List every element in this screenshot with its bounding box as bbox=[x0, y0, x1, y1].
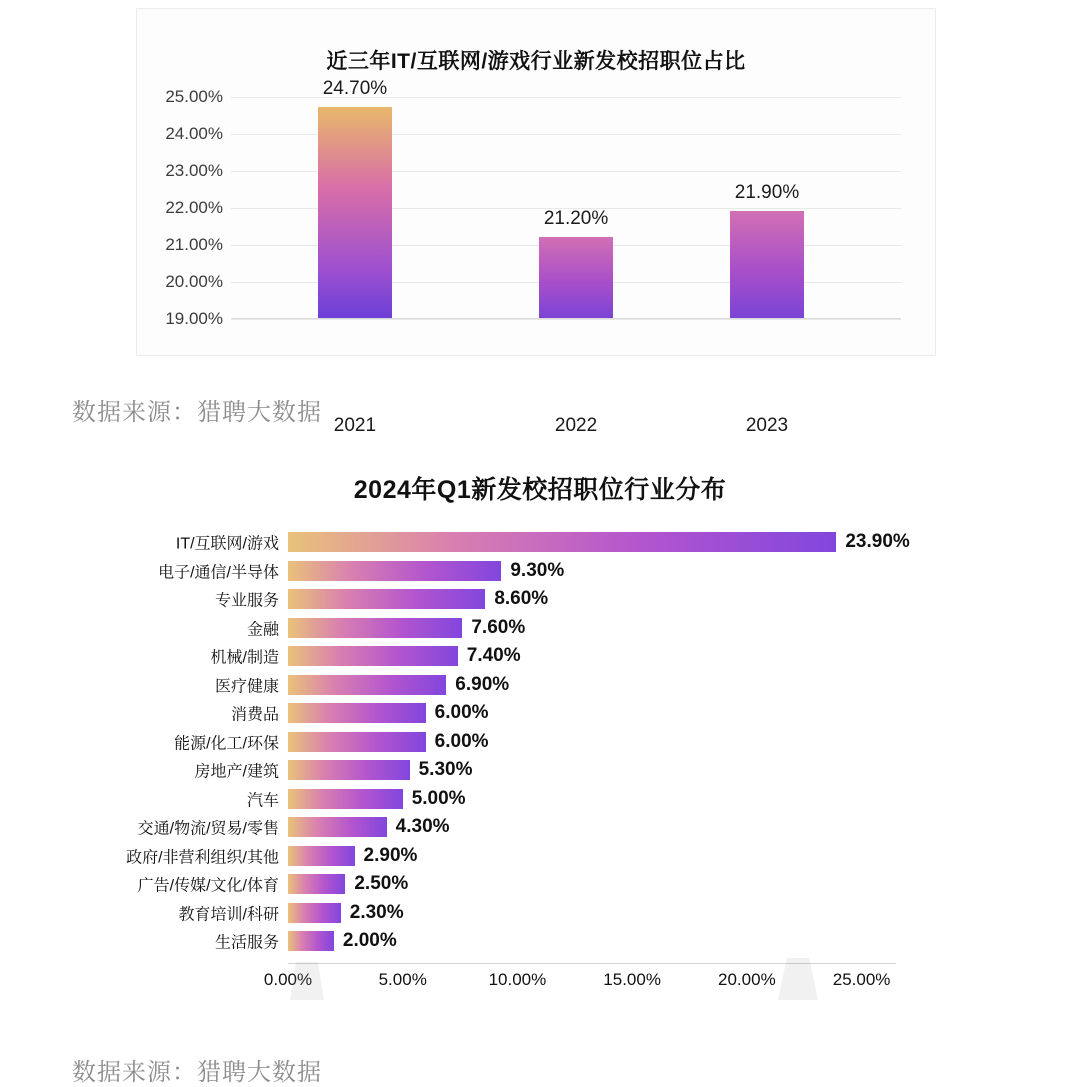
chart-2-value-label: 2.30% bbox=[349, 901, 404, 923]
chart-2-value-label: 2.50% bbox=[354, 873, 409, 894]
chart-2-bar-row bbox=[230, 702, 896, 724]
chart-2-category-label: 汽车 bbox=[246, 792, 279, 809]
chart-2-category-label: 消费品 bbox=[230, 706, 279, 724]
chart-2-title: 2024年Q1新发校招职位行业分布 bbox=[353, 476, 727, 504]
chart-1-value-label: 21.20% bbox=[543, 207, 609, 229]
chart-2-x-tick-label: 15.00% bbox=[603, 970, 661, 989]
chart-2-value-label: 2.00% bbox=[342, 930, 397, 951]
chart-2-category-label: 生活服务 bbox=[214, 934, 279, 952]
chart-2-bar-row bbox=[214, 930, 896, 952]
chart-2-value-label: 9.30% bbox=[510, 559, 565, 581]
chart-2-value-label: 5.00% bbox=[411, 787, 466, 809]
chart-2-bar bbox=[288, 589, 485, 609]
chart-1-value-label: 24.70% bbox=[322, 78, 388, 100]
chart-2-bar bbox=[288, 646, 458, 666]
chart-2-category-label: 金融 bbox=[246, 621, 279, 638]
chart-2-value-label: 6.00% bbox=[434, 702, 489, 723]
chart-1-y-tick-label: 20.00% bbox=[165, 272, 223, 291]
chart-2-value-label: 7.60% bbox=[471, 616, 526, 638]
source-note-1: 数据来源：猎聘大数据 bbox=[72, 399, 322, 426]
chart-2-bar bbox=[288, 760, 410, 780]
source-note-2: 数据来源：猎聘大数据 bbox=[72, 1059, 322, 1086]
chart-2-bar bbox=[288, 532, 836, 552]
chart-1-x-tick-label: 2022 bbox=[554, 415, 598, 436]
chart-1-y-tick-label: 22.00% bbox=[165, 198, 223, 217]
chart-2-bar bbox=[288, 561, 501, 581]
chart-2-value-label: 6.90% bbox=[455, 673, 510, 695]
chart-1-value-label: 21.90% bbox=[734, 181, 800, 203]
chart-2-bar bbox=[288, 846, 355, 866]
chart-2-value-label: 5.30% bbox=[418, 759, 473, 780]
chart-2-bar bbox=[288, 931, 334, 951]
chart-2-category-label: 医疗健康 bbox=[214, 678, 279, 695]
chart-2-bar-row bbox=[175, 531, 910, 553]
chart-2-container bbox=[0, 450, 1080, 1010]
chart-2-category-label: 专业服务 bbox=[214, 592, 279, 610]
chart-2-bar-row bbox=[246, 787, 896, 809]
chart-2-bar bbox=[288, 675, 446, 695]
chart-1-bar bbox=[730, 211, 804, 318]
chart-2-bar bbox=[288, 703, 426, 723]
chart-1-gridline bbox=[165, 309, 901, 328]
chart-2-bar-row bbox=[194, 759, 896, 781]
chart-1-y-tick-label: 19.00% bbox=[165, 309, 223, 328]
chart-2-x-tick-label: 25.00% bbox=[832, 970, 891, 989]
chart-2-category-label: 教育培训/科研 bbox=[178, 906, 279, 923]
chart-2-bar-row bbox=[214, 588, 896, 610]
chart-2-bar-row bbox=[137, 873, 896, 895]
chart-2-bar bbox=[288, 817, 387, 837]
chart-1-y-tick-label: 25.00% bbox=[165, 87, 223, 106]
chart-2-category-label: 交通/物流/贸易/零售 bbox=[137, 820, 279, 838]
chart-2-category-label: 广告/传媒/文化/体育 bbox=[137, 877, 279, 895]
chart-2-category-label: 房地产/建筑 bbox=[194, 763, 279, 781]
chart-2-x-tick-label: 0.00% bbox=[263, 970, 313, 989]
chart-2-bar-row bbox=[126, 844, 896, 866]
chart-2-bar-row bbox=[158, 559, 896, 581]
chart-2-value-label: 23.90% bbox=[845, 531, 910, 552]
chart-2-x-tick-label: 5.00% bbox=[378, 970, 427, 989]
chart-2-category-label: IT/互联网/游戏 bbox=[175, 535, 279, 553]
chart-2-value-label: 2.90% bbox=[363, 844, 418, 866]
chart-1-y-tick-label: 23.00% bbox=[165, 161, 223, 180]
chart-2-bar-row bbox=[214, 673, 896, 695]
chart-2-category-label: 机械/制造 bbox=[210, 649, 279, 667]
chart-2-bar-row bbox=[246, 616, 896, 638]
chart-2-bar bbox=[288, 618, 462, 638]
chart-1-title: 近三年IT/互联网/游戏行业新发校招职位占比 bbox=[326, 50, 746, 73]
chart-2-bar bbox=[288, 874, 345, 894]
chart-1-x-tick-label: 2021 bbox=[333, 415, 377, 436]
chart-1-y-tick-label: 24.00% bbox=[165, 124, 223, 143]
chart-1-y-tick-label: 21.00% bbox=[165, 235, 223, 254]
chart-2-value-label: 7.40% bbox=[466, 645, 521, 666]
chart-2-category-label: 电子/通信/半导体 bbox=[158, 564, 279, 581]
chart-2-category-label: 能源/化工/环保 bbox=[174, 735, 279, 752]
chart-2-x-tick-label: 20.00% bbox=[718, 970, 776, 989]
chart-1-x-tick-label: 2023 bbox=[745, 415, 789, 436]
chart-2-bar bbox=[288, 903, 341, 923]
chart-1-bar bbox=[318, 107, 392, 318]
chart-2-x-tick-label: 10.00% bbox=[488, 970, 547, 989]
chart-2-plot-area bbox=[126, 528, 910, 989]
chart-2-category-label: 政府/非营利组织/其他 bbox=[126, 849, 279, 866]
chart-2-value-label: 8.60% bbox=[494, 588, 549, 609]
chart-2-value-label: 4.30% bbox=[395, 816, 450, 837]
chart-2-bar-row bbox=[210, 645, 896, 667]
chart-2-bar-row bbox=[178, 901, 896, 923]
chart-2-bar-row bbox=[137, 816, 896, 838]
chart-1-bar bbox=[539, 237, 613, 318]
chart-2-value-label: 6.00% bbox=[434, 730, 489, 752]
chart-2-bar bbox=[288, 789, 403, 809]
chart-2-bar-row bbox=[174, 730, 896, 752]
chart-2-bar bbox=[288, 732, 426, 752]
